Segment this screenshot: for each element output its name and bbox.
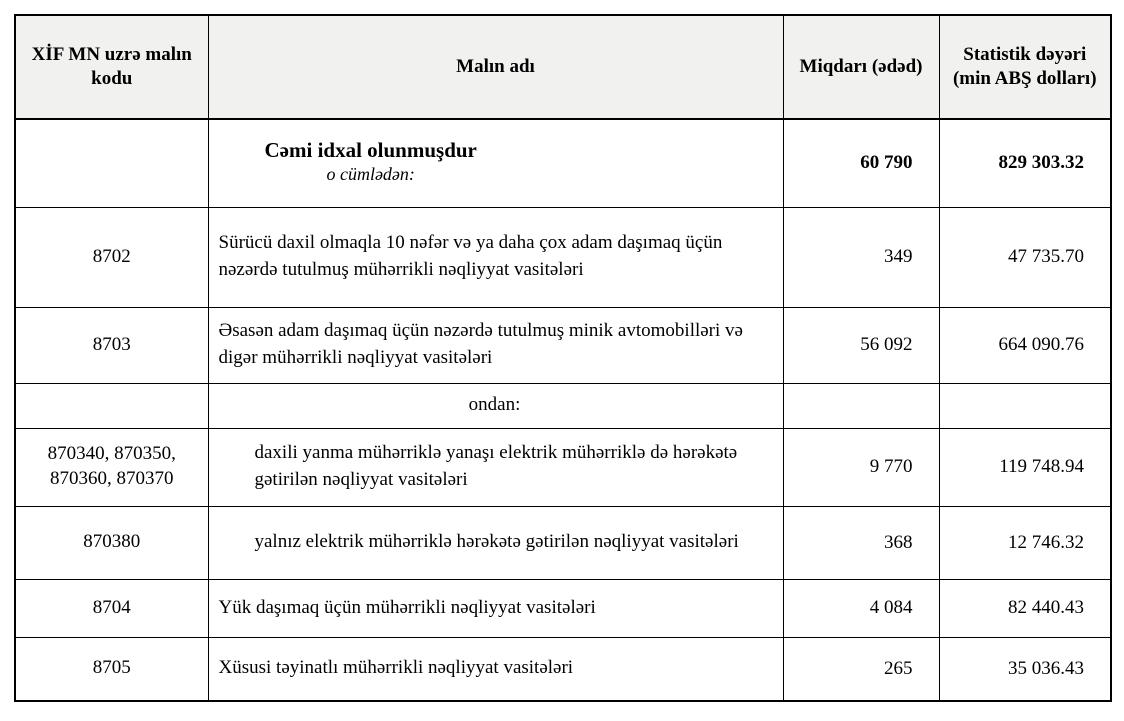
cell-name <box>208 119 783 207</box>
total-title: Cəmi idxal olunmuşdur <box>264 138 477 163</box>
total-label-group <box>265 137 477 186</box>
cell-name: daxili yanma mühərriklə yanaşı elektrik mühərriklə də hərəkətə gətirilən nəqliyyat vasitələri <box>208 428 783 506</box>
cell-code: 870340, 870350, 870360, 870370 <box>15 428 208 506</box>
cell-value: 35 036.43 <box>939 637 1111 701</box>
cell-value: 119 748.94 <box>939 428 1111 506</box>
table-row-ondan <box>15 383 1111 428</box>
cell-code: 8702 <box>15 207 208 307</box>
cell-code: 8704 <box>15 579 208 637</box>
cell-quantity: 56 092 <box>783 307 939 383</box>
cell-code: 8705 <box>15 637 208 701</box>
cell-quantity <box>783 383 939 428</box>
cell-code <box>15 119 208 207</box>
cell-value: 12 746.32 <box>939 506 1111 579</box>
cell-code: 870380 <box>15 506 208 579</box>
total-subtitle: o cümlədən: <box>326 164 415 185</box>
cell-value: 664 090.76 <box>939 307 1111 383</box>
cell-name: yalnız elektrik mühərriklə hərəkətə gətirilən nəqliyyat vasitələri <box>208 506 783 579</box>
column-header-code: XİF MN uzrə malın kodu <box>15 15 208 119</box>
cell-name: Xüsusi təyinatlı mühərrikli nəqliyyat vasitələri <box>208 637 783 701</box>
cell-value: 82 440.43 <box>939 579 1111 637</box>
table-row-8704 <box>15 579 1111 637</box>
cell-value <box>939 383 1111 428</box>
cell-quantity: 368 <box>783 506 939 579</box>
cell-quantity: 9 770 <box>783 428 939 506</box>
cell-value: 829 303.32 <box>939 119 1111 207</box>
cell-quantity: 349 <box>783 207 939 307</box>
import-statistics-table <box>14 14 1112 702</box>
cell-name: ondan: <box>208 383 783 428</box>
cell-quantity: 60 790 <box>783 119 939 207</box>
table-row-total <box>15 119 1111 207</box>
column-header-name: Malın adı <box>208 15 783 119</box>
table-row-8705 <box>15 637 1111 701</box>
cell-quantity: 4 084 <box>783 579 939 637</box>
cell-value: 47 735.70 <box>939 207 1111 307</box>
table-row-hybrid <box>15 428 1111 506</box>
cell-name: Əsasən adam daşımaq üçün nəzərdə tutulmuş minik avtomobilləri və digər mühərrikli nəqliyyat vasitələri <box>208 307 783 383</box>
cell-code: 8703 <box>15 307 208 383</box>
cell-name: Yük daşımaq üçün mühərrikli nəqliyyat vasitələri <box>208 579 783 637</box>
cell-code <box>15 383 208 428</box>
table-row-electric <box>15 506 1111 579</box>
cell-name: Sürücü daxil olmaqla 10 nəfər və ya daha çox adam daşımaq üçün nəzərdə tutulmuş mühərrikli nəqliyyat vasitələri <box>208 207 783 307</box>
table-header-row <box>15 15 1111 119</box>
cell-quantity: 265 <box>783 637 939 701</box>
column-header-value: Statistik dəyəri (min ABŞ dolları) <box>939 15 1111 119</box>
table-row-8702 <box>15 207 1111 307</box>
table-row-8703 <box>15 307 1111 383</box>
column-header-quantity: Miqdarı (ədəd) <box>783 15 939 119</box>
